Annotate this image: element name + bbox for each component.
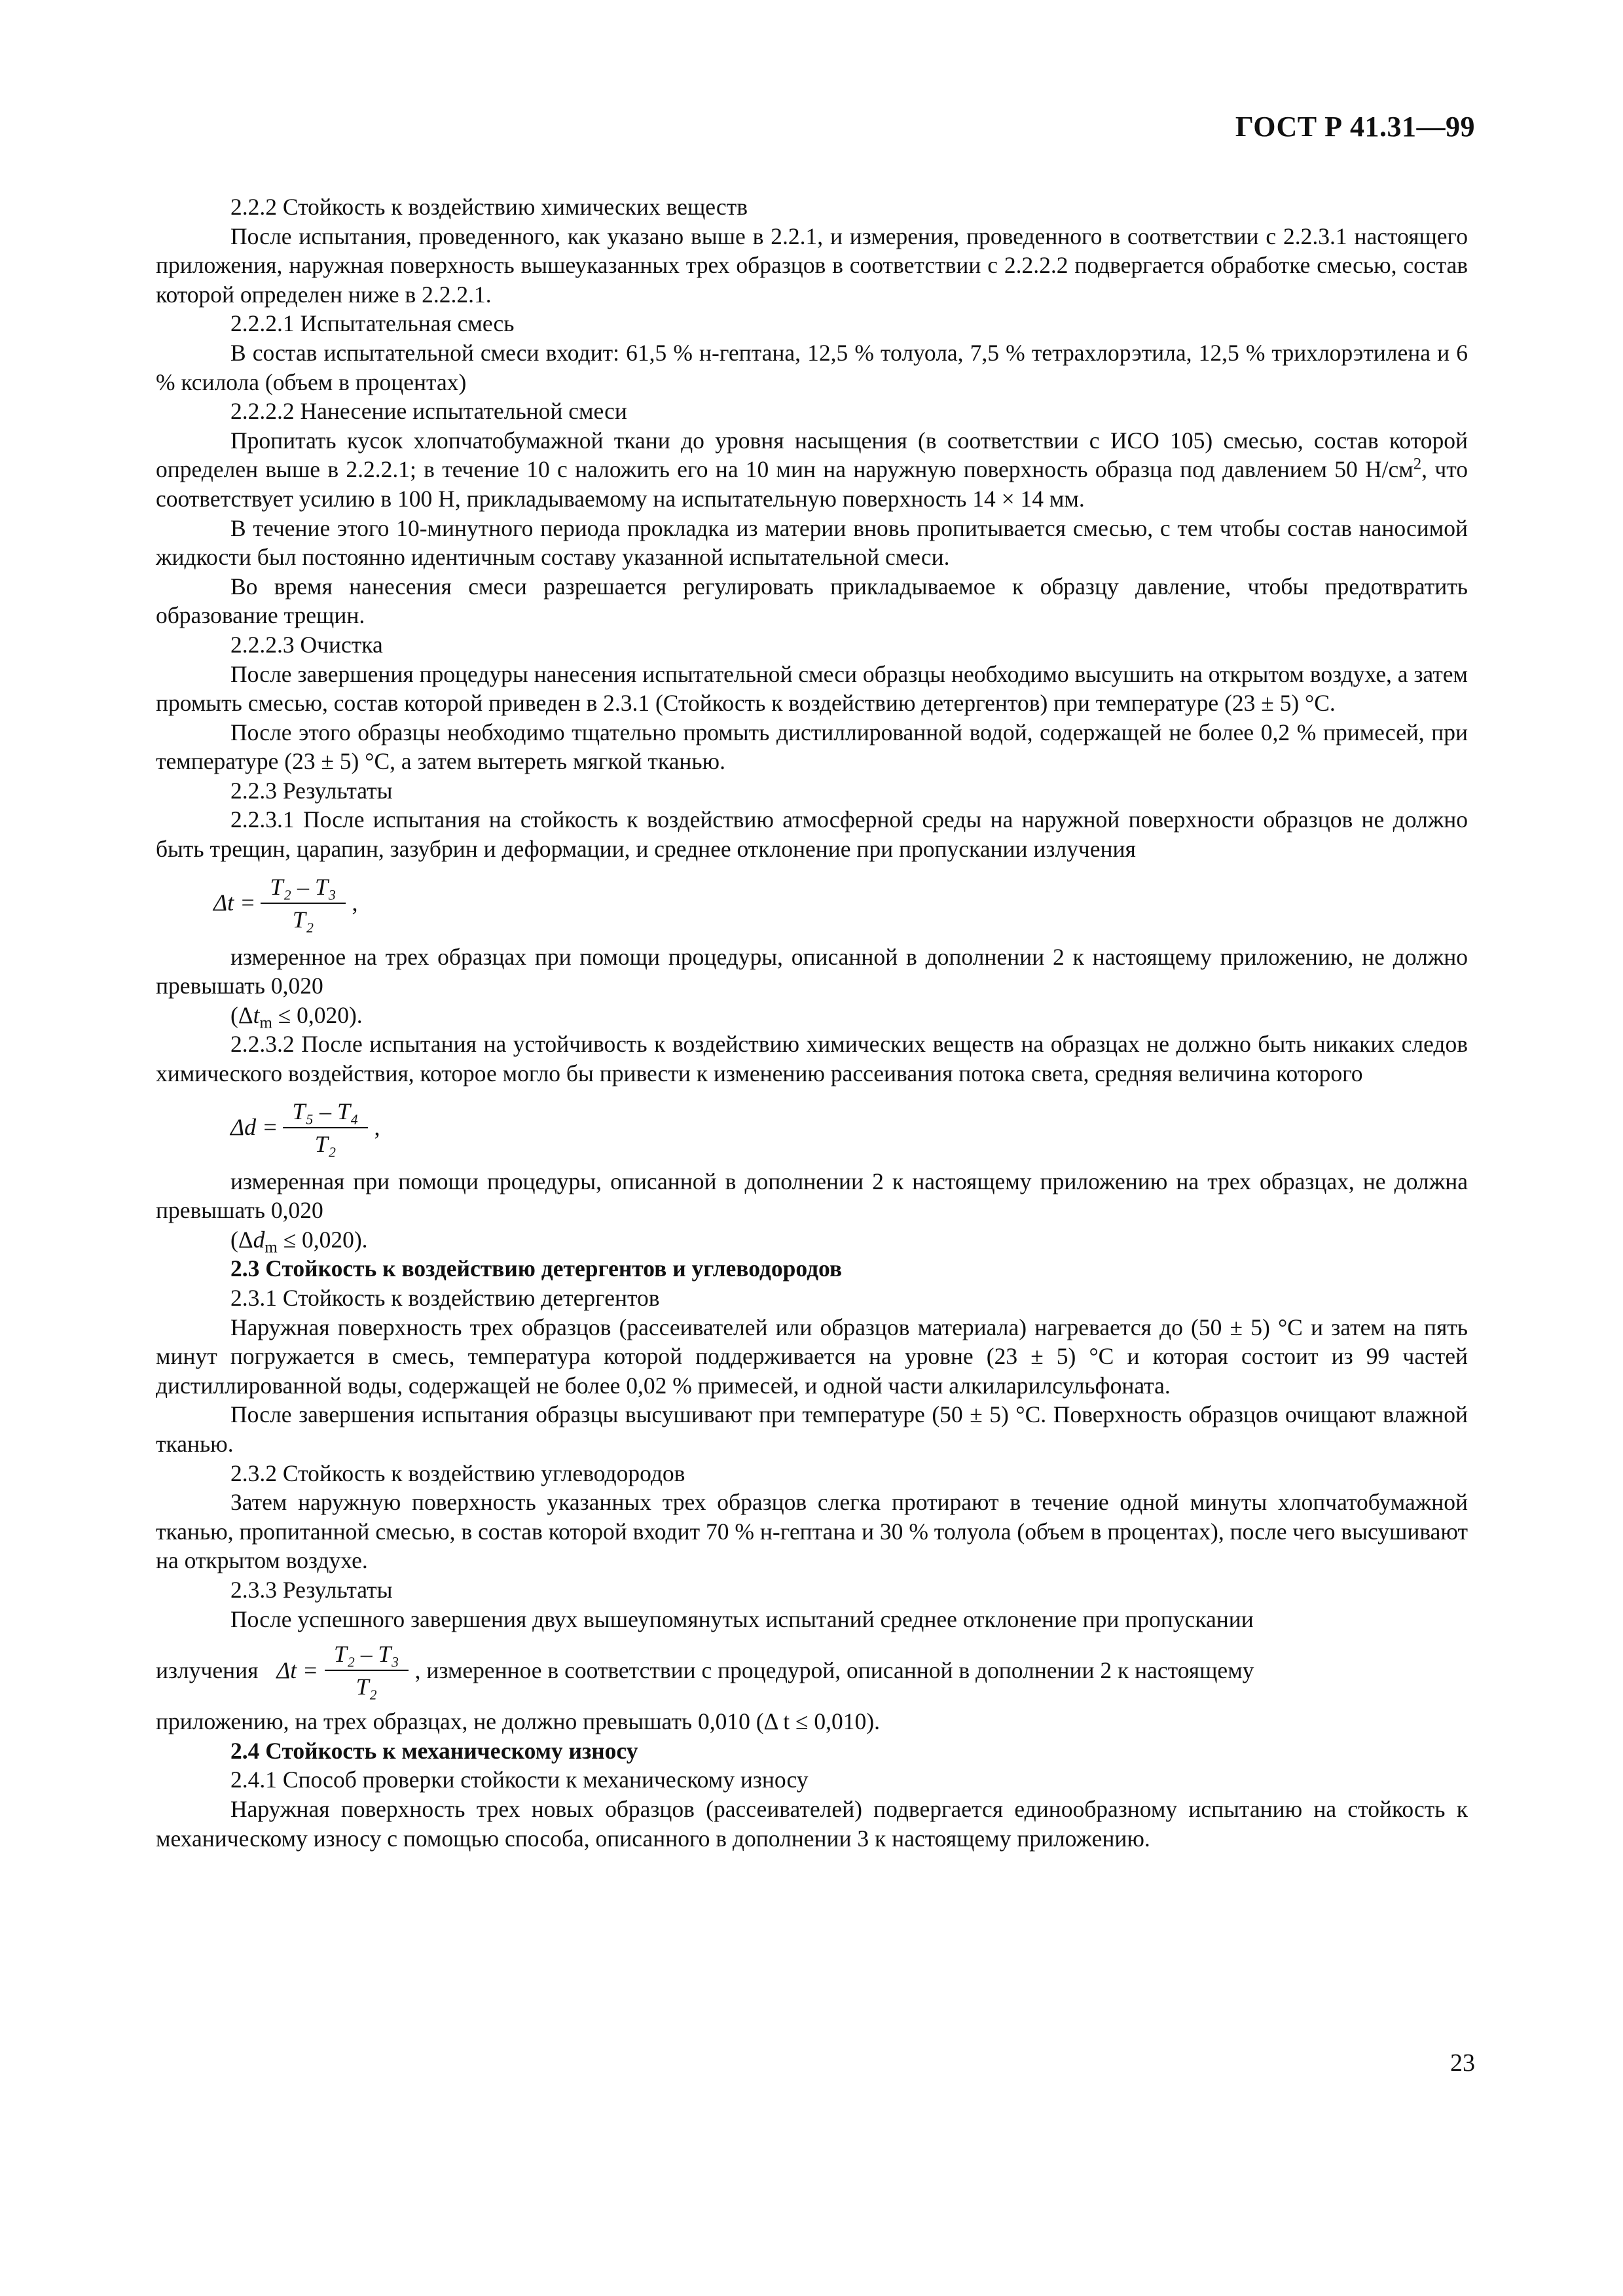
formula-delta-d (156, 1088, 1468, 1167)
paragraph: измеренная при помощи процедуры, описанной в дополнении 2 к настоящему приложению на трех образцах, не должна превышать 0,020 (156, 1168, 1468, 1224)
fraction-numerator: T₂ – T₃ (261, 872, 345, 904)
paragraph: Наружная поверхность трех новых образцов (рассеивателей) подвергается единообразному испытанию на стойкость к механическому износу с помощью способа, описанного в дополнении 3 к настоящему приложению. (156, 1795, 1468, 1852)
document-body (156, 192, 1468, 1853)
paragraph: измеренное на трех образцах при помощи процедуры, описанной в дополнении 2 к настоящему приложению, не должно превышать 0,020 (156, 943, 1468, 999)
formula-delta-t (156, 864, 1468, 942)
formula-lhs: Δt = (276, 1657, 318, 1683)
formula-lhs: Δd = (230, 1114, 278, 1141)
section-heading-bold: 2.3 Стойкость к воздействию детергентов и углеводородов (230, 1255, 843, 1282)
section-heading: 2.3.3 Результаты (230, 1576, 393, 1603)
section-heading: 2.2.2.2 Нанесение испытательной смеси (230, 398, 627, 425)
fraction (261, 872, 345, 934)
formula-continuation: , измеренное в соответствии с процедурой, описанной в дополнении 2 к настоящему (414, 1657, 1254, 1683)
paragraph: 2.2.3.2 После испытания на устойчивость к воздействию химических веществ на образцах не должно быть никаких следов химического воздействия, которое могло бы привести к изменению рассеивания потока света, средняя величина которого (156, 1031, 1468, 1087)
paragraph: $(\Delta d_m \le 0,020)$. (230, 1226, 368, 1257)
page-number: 23 (1450, 2049, 1475, 2077)
section-heading: 2.2.2 Стойкость к воздействию химических веществ (230, 194, 748, 220)
formula-tail: , (352, 889, 358, 916)
fraction-denominator: T₂ (314, 1130, 337, 1157)
paragraph: После испытания, проведенного, как указано выше в 2.2.1, и измерения, проведенного в соответствии с 2.2.3.1 настоящего приложения, наружная поверхность вышеуказанных трех образцов в соответствии с 2.2.2.2 подвергается обработке смесью, состав которой определен ниже в 2.2.2.1. (156, 223, 1468, 308)
section-heading: 2.3.2 Стойкость к воздействию углеводородов (230, 1460, 685, 1486)
fraction-denominator: T₂ (292, 906, 314, 933)
fraction-numerator: T₅ – T₄ (283, 1097, 367, 1128)
fraction-numerator: T₂ – T₃ (325, 1640, 409, 1671)
paragraph: Пропитать кусок хлопчатобумажной ткани до уровня насыщения (в соответствии с ИСО 105) смесью, состав которой определен выше в 2.2.2.1; в течение 10 с наложить его на 10 мин на наружную поверхность образца под давлением 50 $Н/см^2$, что соответствует усилию в 100 Н, прикладываемому на испытательную поверхность 14 × 14 мм. (156, 427, 1468, 512)
formula-tail: , (374, 1114, 380, 1141)
paragraph: В состав испытательной смеси входит: 61,5 % н-гептана, 12,5 % толуола, 7,5 % тетрахлорэтила, 12,5 % трихлорэтилена и 6 % ксилола (объем в процентах) (156, 339, 1468, 395)
paragraph: После завершения испытания образцы высушивают при температуре (50 ± 5) °С. Поверхность образцов очищают влажной тканью. (156, 1401, 1468, 1457)
section-heading: 2.3.1 Стойкость к воздействию детергентов (230, 1285, 660, 1311)
paragraph: После завершения процедуры нанесения испытательной смеси образцы необходимо высушить на открытом воздухе, а затем промыть смесью, состав которой приведен в 2.3.1 (Стойкость к воздействию детергентов) при температуре (23 ± 5) °С. (156, 660, 1468, 717)
paragraph: приложению, на трех образцах, не должно превышать 0,010 (Δ t ≤ 0,010). (156, 1708, 880, 1735)
formula-line-delta-t (156, 1634, 1468, 1707)
fraction (325, 1640, 409, 1701)
paragraph: $(\Delta t_m \le 0,020)$. (230, 1001, 363, 1032)
formula-intro: излучения (156, 1657, 259, 1683)
paragraph: Затем наружную поверхность указанных трех образцов слегка протирают в течение одной минуты хлопчатобумажной тканью, пропитанной смесью, в состав которой входит 70 % н-гептана и 30 % толуола (объем в процентах), после чего высушивают на открытом воздухе. (156, 1489, 1468, 1574)
paragraph: После успешного завершения двух вышеупомянутых испытаний среднее отклонение при пропускании (230, 1605, 1254, 1632)
formula-lhs: Δt = (213, 889, 256, 916)
paragraph: После этого образцы необходимо тщательно промыть дистиллированной водой, содержащей не более 0,2 % примесей, при температуре (23 ± 5) °С, а затем вытереть мягкой тканью. (156, 719, 1468, 775)
paragraph: В течение этого 10-минутного периода прокладка из материи вновь пропитывается смесью, с тем чтобы состав наносимой жидкости был постоянно идентичным составу указанной испытательной смеси. (156, 514, 1468, 571)
paragraph: Наружная поверхность трех образцов (рассеивателей или образцов материала) нагревается до (50 ± 5) °С и затем на пять минут погружается в смесь, температура которой поддерживается на уровне (23 ± 5) °С и которая состоит из 99 частей дистиллированной воды, содержащей не более 0,02 % примесей, и одной части алкиларилсульфоната. (156, 1314, 1468, 1399)
document-code: ГОСТ Р 41.31—99 (1235, 111, 1475, 143)
fraction (283, 1097, 367, 1158)
section-heading: 2.4.1 Способ проверки стойкости к механическому износу (230, 1767, 809, 1793)
paragraph: 2.2.3.1 После испытания на стойкость к воздействию атмосферной среды на наружной поверхности образцов не должно быть трещин, царапин, зазубрин и деформации, и среднее отклонение при пропускании излучения (156, 806, 1468, 863)
paragraph: Во время нанесения смеси разрешается регулировать прикладываемое к образцу давление, чтобы предотвратить образование трещин. (156, 573, 1468, 629)
fraction-denominator: T₂ (356, 1674, 377, 1700)
section-heading: 2.2.2.1 Испытательная смесь (230, 310, 515, 337)
section-heading: 2.2.3 Результаты (230, 777, 393, 804)
section-heading: 2.2.2.3 Очистка (230, 631, 383, 658)
section-heading-bold: 2.4 Стойкость к механическому износу (230, 1737, 638, 1764)
